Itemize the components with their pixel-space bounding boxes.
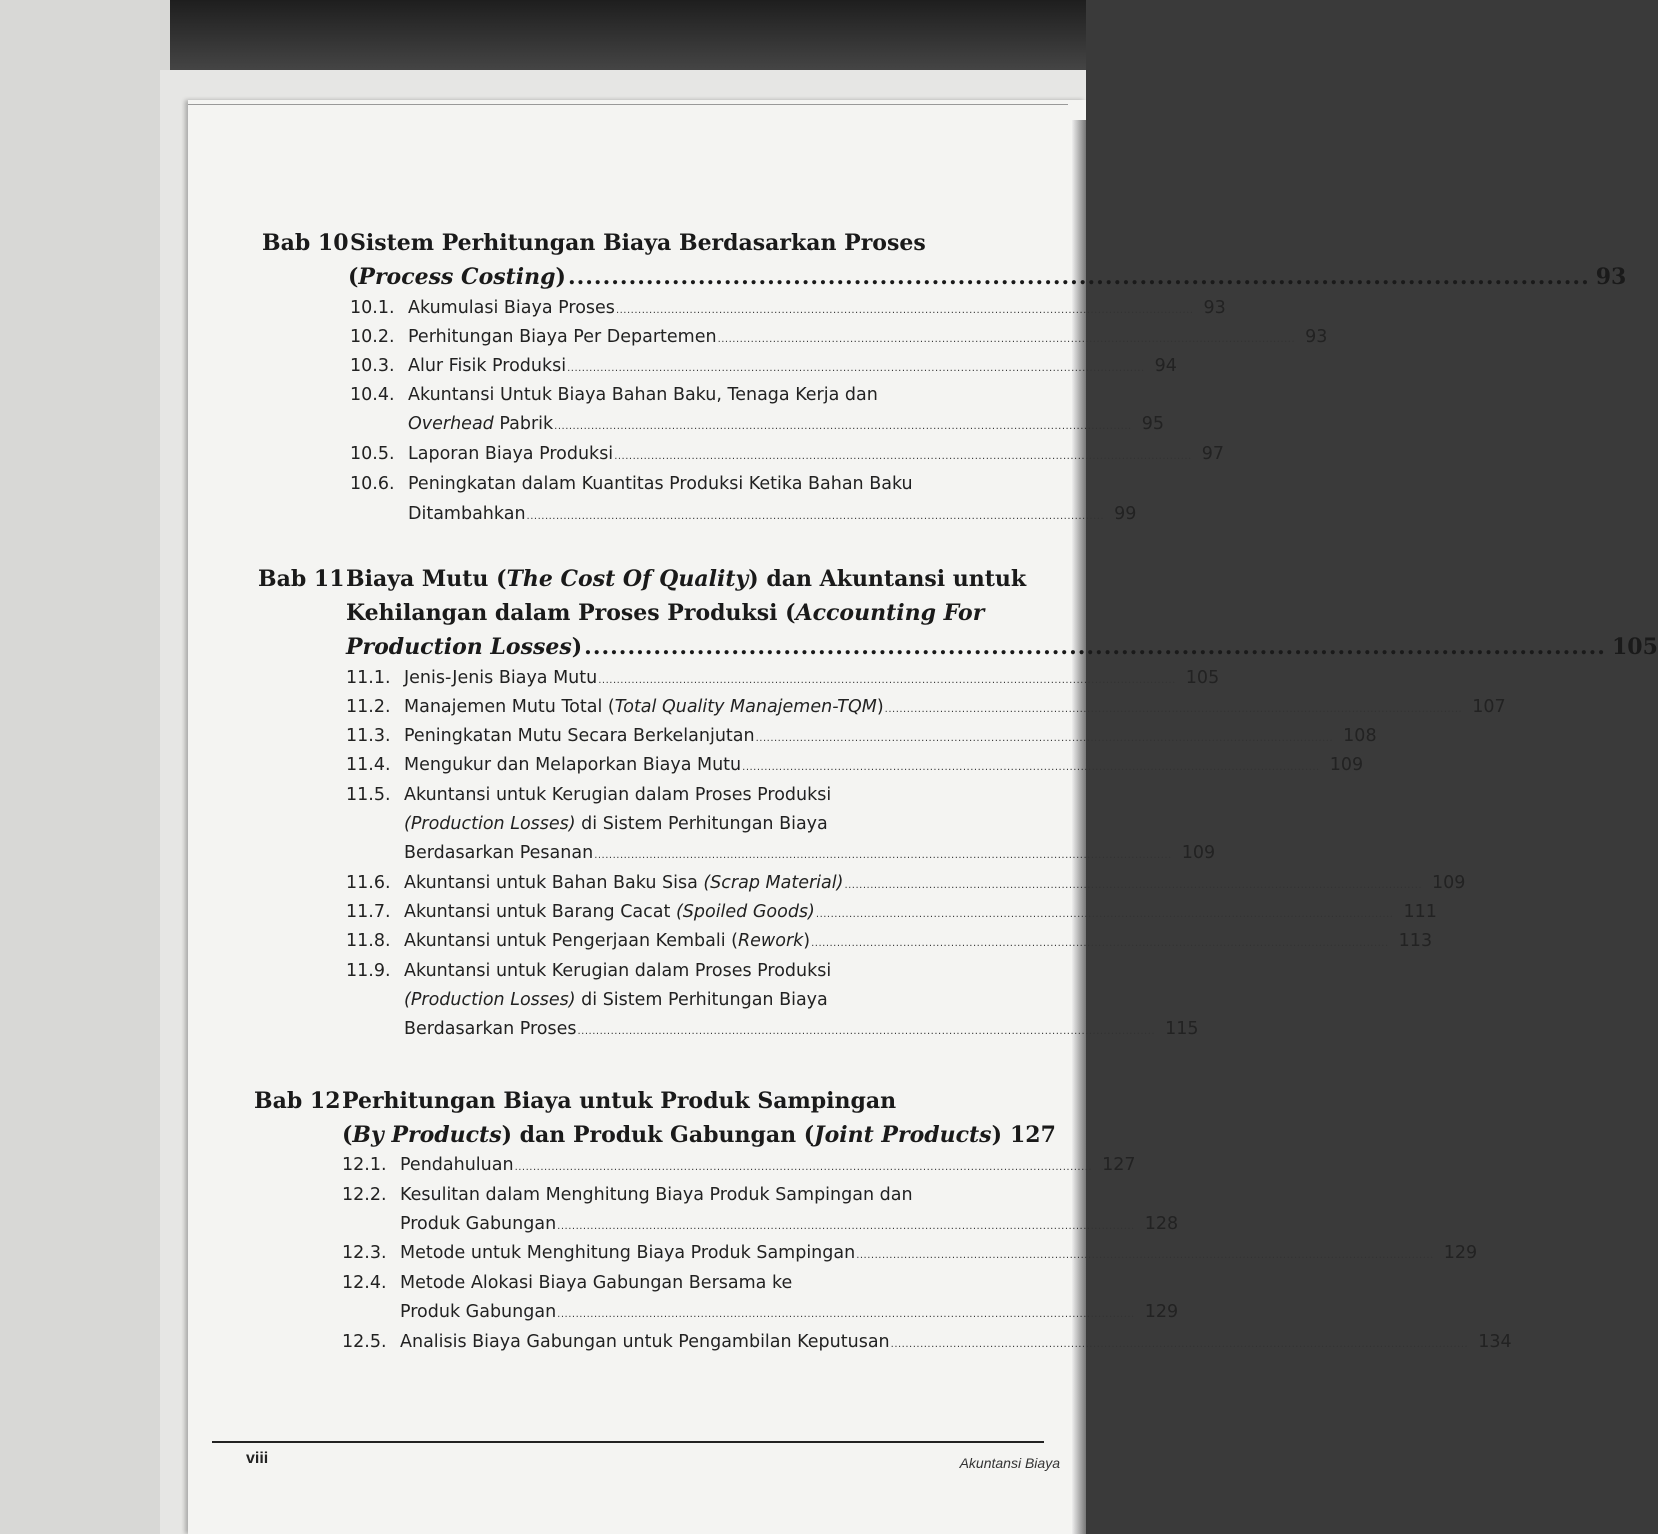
toc-entry: 10.5. Laporan Biaya Produksi ............................................................................................................................................................. 97 [350,444,1225,464]
footer-page-number: viii [246,1450,269,1467]
footer-rule [212,1441,1044,1443]
chapter-page: 127 [1009,1122,1056,1148]
page-top-rule [188,104,1068,105]
toc-entry-continuation: Berdasarkan Proses ............................................................................................................................................................. 115 [404,1019,1199,1039]
toc-entry: 12.4. Metode Alokasi Biaya Gabungan Bersama ke [342,1273,793,1293]
toc-entry: 11.1. Jenis-Jenis Biaya Mutu ............................................................................................................................................................. 105 [346,668,1220,688]
toc-entry-continuation: Produk Gabungan ............................................................................................................................................................. 129 [400,1302,1179,1322]
chapter-label: Bab 12 [254,1088,341,1114]
chapter-page: 93 [1595,264,1627,290]
toc-entry: 11.8. Akuntansi untuk Pengerjaan Kembali (Rework) ............................................................................................................................................................. 113 [346,931,1433,951]
toc-entry: 10.3. Alur Fisik Produksi ............................................................................................................................................................. 94 [350,356,1177,376]
chapter-page: 105 [1611,634,1658,660]
toc-entry: 11.5. Akuntansi untuk Kerugian dalam Proses Produksi [346,785,832,805]
toc-entry: 11.3. Peningkatan Mutu Secara Berkelanjutan ............................................................................................................................................................. 108 [346,726,1377,746]
chapter-title-line: Sistem Perhitungan Biaya Berdasarkan Proses [350,230,926,256]
chapter-label: Bab 10 [262,230,349,256]
toc-entry: 12.2. Kesulitan dalam Menghitung Biaya Produk Sampingan dan [342,1185,913,1205]
chapter-title-line: Perhitungan Biaya untuk Produk Sampingan [342,1088,897,1114]
toc-entry: 10.6. Peningkatan dalam Kuantitas Produksi Ketika Bahan Baku [350,474,913,494]
toc-entry: 11.6. Akuntansi untuk Bahan Baku Sisa (Scrap Material) ............................................................................................................................................................. 109 [346,873,1466,893]
toc-entry: 11.9. Akuntansi untuk Kerugian dalam Proses Produksi [346,961,832,981]
toc-entry-continuation: (Production Losses) di Sistem Perhitungan Biaya [404,814,828,834]
toc-entry: 11.4. Mengukur dan Melaporkan Biaya Mutu ............................................................................................................................................................. 109 [346,755,1364,775]
chapter-title-last-line: (By Products) dan Produk Gabungan (Joint Products) 127 [342,1122,1056,1148]
page-right-edge-shadow [1072,120,1086,1534]
toc-entry-continuation: Overhead Pabrik ............................................................................................................................................................. 95 [408,414,1164,434]
toc-entry: 10.1. Akumulasi Biaya Proses ............................................................................................................................................................. 93 [350,298,1226,318]
dot-leader: ...................................................................................................................... [567,264,1590,290]
footer-book-title: Akuntansi Biaya [959,1455,1060,1471]
chapter-title-line: Biaya Mutu (The Cost Of Quality) dan Akuntansi untuk [346,566,1027,592]
chapter-title-last-line: Production Losses) ...................................................................................................................... 105 [346,634,1658,660]
toc-entry: 10.4. Akuntansi Untuk Biaya Bahan Baku, Tenaga Kerja dan [350,385,878,405]
chapter-label: Bab 11 [258,566,345,592]
chapter-title-line: Kehilangan dalam Proses Produksi (Accounting For [346,600,985,626]
toc-entry: 12.3. Metode untuk Menghitung Biaya Produk Sampingan ............................................................................................................................................................. 129 [342,1243,1478,1263]
toc-entry: 11.7. Akuntansi untuk Barang Cacat (Spoiled Goods) ............................................................................................................................................................. 111 [346,902,1437,922]
toc-entry-continuation: (Production Losses) di Sistem Perhitungan Biaya [404,990,828,1010]
toc-entry-continuation: Berdasarkan Pesanan ............................................................................................................................................................. 109 [404,843,1216,863]
toc-entry: 11.2. Manajemen Mutu Total (Total Quality Manajemen-TQM) ............................................................................................................................................................. 107 [346,697,1506,717]
toc-entry-continuation: Produk Gabungan ............................................................................................................................................................. 128 [400,1214,1179,1234]
toc-entry: 10.2. Perhitungan Biaya Per Departemen ............................................................................................................................................................. 93 [350,327,1328,347]
toc-entry-continuation: Ditambahkan ............................................................................................................................................................. 99 [408,504,1137,524]
toc-entry: 12.1. Pendahuluan ............................................................................................................................................................. 127 [342,1155,1136,1175]
toc-entry: 12.5. Analisis Biaya Gabungan untuk Pengambilan Keputusan ............................................................................................................................................................. 134 [342,1332,1512,1352]
chapter-title-last-line: (Process Costing) ...................................................................................................................... 93 [348,264,1627,290]
dot-leader: ...................................................................................................................... [584,634,1606,660]
scanner-backdrop-left [0,0,170,1534]
